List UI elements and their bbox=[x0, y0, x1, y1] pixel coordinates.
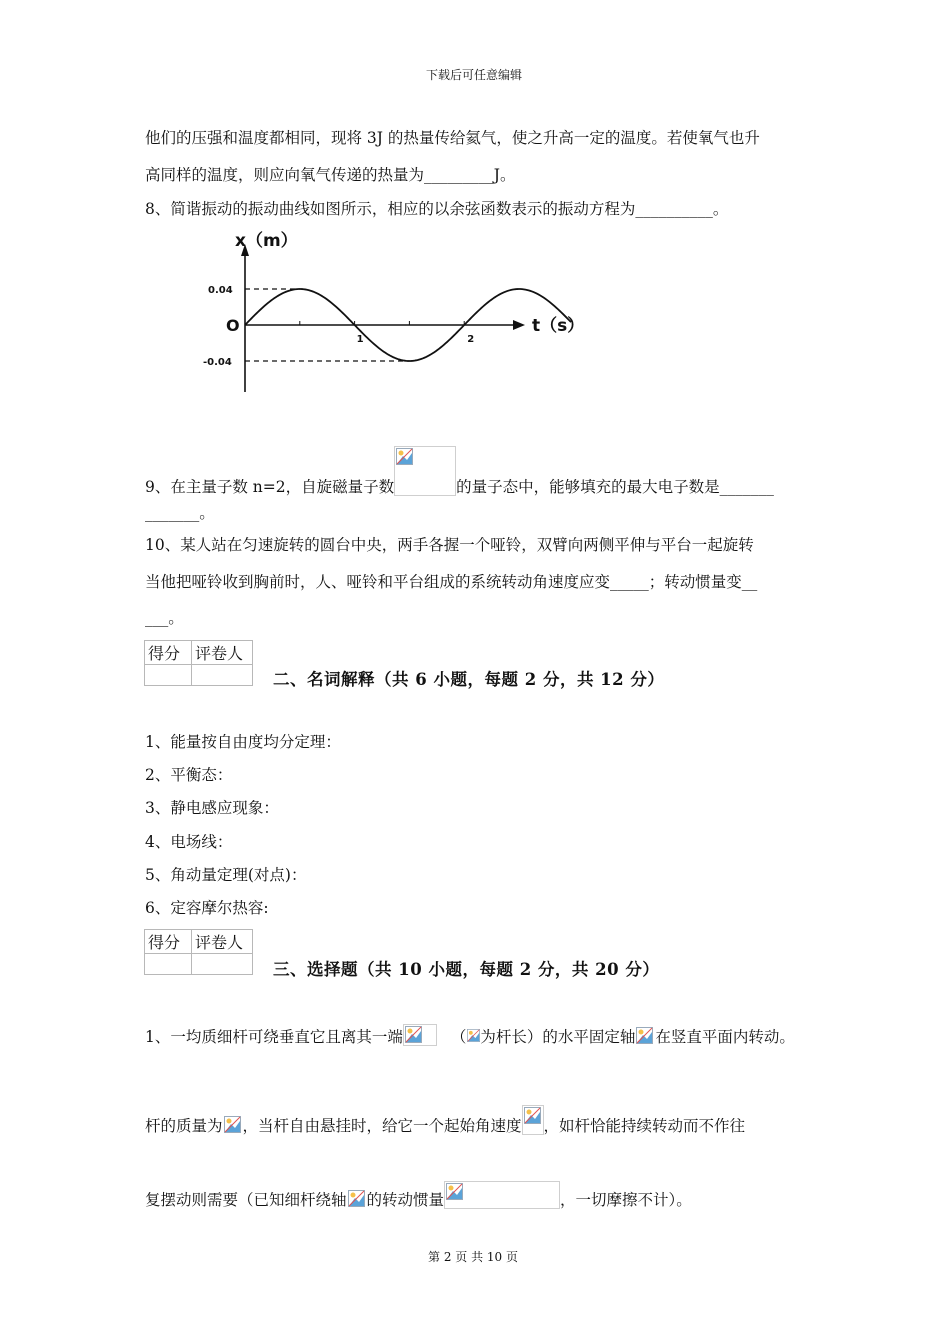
term-item-5: 5、角动量定理(对点)： bbox=[145, 866, 307, 884]
page-header: 下载后可任意编辑 bbox=[426, 68, 523, 82]
image-placeholder-icon bbox=[635, 1026, 655, 1046]
x-tick-label: 1 bbox=[356, 334, 364, 345]
q1-text-e: 杆的质量为 bbox=[145, 1117, 223, 1135]
image-placeholder-icon bbox=[347, 1189, 367, 1209]
q9-text-post: 的量子态中，能够填充的最大电子数是_______ bbox=[456, 478, 774, 496]
vibration-curve-chart bbox=[195, 226, 595, 398]
q9-continuation: _______。 bbox=[145, 504, 215, 522]
grader-label: 评卷人 bbox=[192, 641, 253, 665]
section2-title: 二、名词解释（共 6 小题，每题 2 分，共 12 分） bbox=[273, 670, 665, 689]
image-placeholder-icon bbox=[466, 1026, 480, 1046]
grader-label: 评卷人 bbox=[192, 930, 253, 954]
q8-text: 8、简谐振动的振动曲线如图所示，相应的以余弦函数表示的振动方程为__________。 bbox=[145, 200, 729, 218]
section3-title: 三、选择题（共 10 小题，每题 2 分，共 20 分） bbox=[273, 960, 660, 979]
term-item-6: 6、定容摩尔热容: bbox=[145, 899, 269, 917]
q1-text-f: ，当杆自由悬挂时，给它一个起始角速度 bbox=[242, 1117, 522, 1135]
q9-text-pre: 9、在主量子数 n=2，自旋磁量子数 bbox=[145, 478, 395, 496]
q1-text-j: ，一切摩擦不计）。 bbox=[560, 1191, 692, 1209]
x-axis-label: t（s） bbox=[532, 316, 585, 336]
grader-cell[interactable] bbox=[192, 954, 253, 975]
term-item-1: 1、能量按自由度均分定理： bbox=[145, 733, 341, 751]
q7-line2: 高同样的温度，则应向氧气传递的热量为_________J。 bbox=[145, 166, 516, 184]
q1-text-g: ，如杆恰能持续转动而不作往 bbox=[543, 1117, 746, 1135]
page-footer: 第 2 页 共 10 页 bbox=[428, 1250, 518, 1264]
image-placeholder-icon bbox=[522, 1105, 544, 1135]
q7-line1: 他们的压强和温度都相同，现将 3J 的热量传给氦气，使之升高一定的温度。若使氧气也升 bbox=[145, 129, 760, 147]
q10-line3: ___。 bbox=[145, 609, 184, 627]
grader-cell[interactable] bbox=[192, 665, 253, 686]
q10-line2: 当他把哑铃收到胸前时，人、哑铃和平台组成的系统转动角速度应变_____；转动惯量变__ bbox=[145, 573, 758, 591]
term-item-2: 2、平衡态： bbox=[145, 766, 233, 784]
image-placeholder-icon bbox=[394, 446, 456, 496]
q1-text-a: 1、一均质细杆可绕垂直它且离其一端 bbox=[145, 1028, 403, 1046]
score-cell[interactable] bbox=[145, 954, 192, 975]
score-label: 得分 bbox=[145, 930, 192, 954]
choice-q1-line3 bbox=[145, 1181, 692, 1210]
score-table-2 bbox=[144, 929, 253, 975]
score-table bbox=[144, 640, 253, 686]
q10-line1: 10、某人站在匀速旋转的圆台中央，两手各握一个哑铃，双臂向两侧平伸与平台一起旋转 bbox=[145, 536, 754, 554]
x-tick-label: 2 bbox=[467, 334, 475, 345]
q1-text-b: （ bbox=[450, 1028, 467, 1046]
q1-text-i: 的转动惯量 bbox=[366, 1191, 445, 1209]
q1-text-c: 为杆长）的水平固定轴 bbox=[480, 1028, 636, 1046]
image-placeholder-icon bbox=[223, 1115, 243, 1135]
image-placeholder-icon bbox=[444, 1181, 560, 1209]
y-tick-label: -0.04 bbox=[203, 357, 232, 368]
term-item-4: 4、电场线： bbox=[145, 833, 233, 851]
image-placeholder-icon bbox=[403, 1024, 437, 1046]
q1-text-d: 在竖直平面内转动。 bbox=[655, 1028, 795, 1046]
q1-text-h: 复摆动则需要（已知细杆绕轴 bbox=[145, 1191, 347, 1209]
choice-q1-line2 bbox=[145, 1105, 745, 1136]
choice-q1-line1 bbox=[145, 1024, 795, 1047]
y-axis-label: x（m） bbox=[235, 231, 298, 251]
origin-label: O bbox=[226, 316, 240, 335]
term-item-3: 3、静电感应现象： bbox=[145, 799, 279, 817]
y-tick-label: 0.04 bbox=[208, 285, 233, 296]
x-axis-arrow bbox=[513, 320, 525, 330]
q9-line bbox=[145, 446, 774, 497]
score-label: 得分 bbox=[145, 641, 192, 665]
score-cell[interactable] bbox=[145, 665, 192, 686]
